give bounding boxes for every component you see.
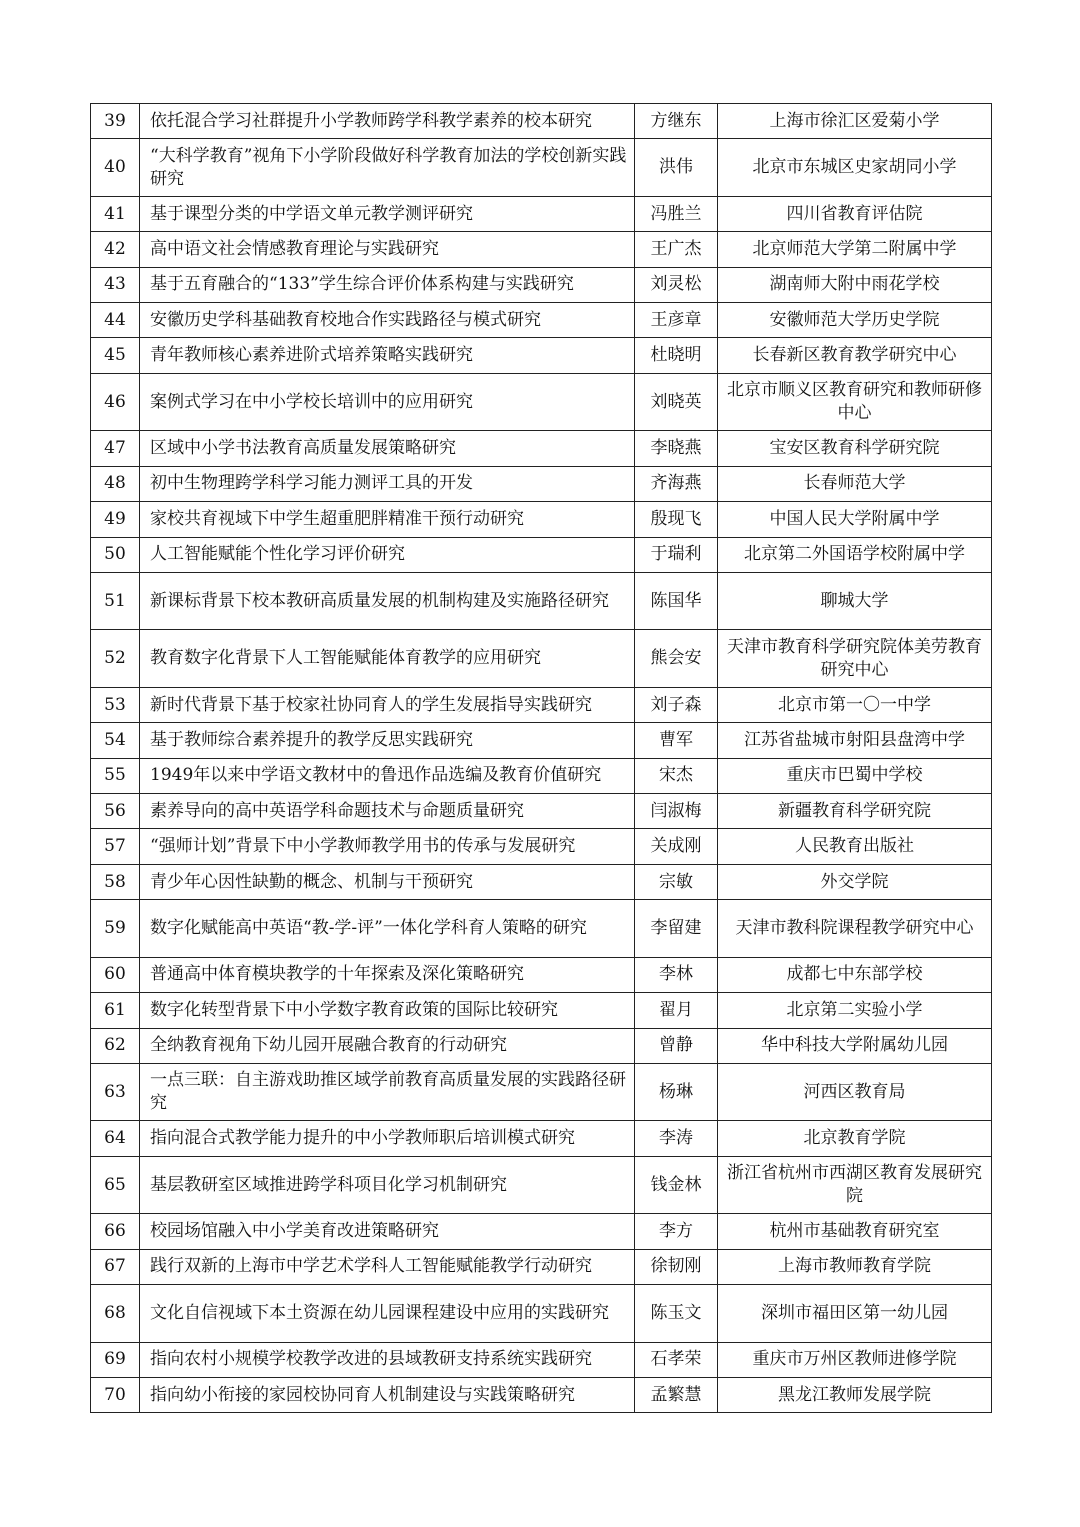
table-row — [91, 957, 992, 992]
project-title: 家校共育视域下中学生超重肥胖精准干预行动研究 — [140, 502, 635, 537]
row-number: 61 — [91, 993, 140, 1028]
table-row — [91, 794, 992, 829]
organization: 中国人民大学附属中学 — [718, 502, 992, 537]
leader-name: 闫淑梅 — [635, 794, 718, 829]
row-number: 65 — [91, 1156, 140, 1214]
project-title: 基于课型分类的中学语文单元教学测评研究 — [140, 196, 635, 231]
leader-name: 刘灵松 — [635, 267, 718, 302]
organization: 湖南师大附中雨花学校 — [718, 267, 992, 302]
leader-name: 齐海燕 — [635, 466, 718, 501]
leader-name: 李晓燕 — [635, 431, 718, 466]
organization: 北京市东城区史家胡同小学 — [718, 139, 992, 197]
leader-name: 李留建 — [635, 900, 718, 958]
table-row — [91, 758, 992, 793]
organization: 河西区教育局 — [718, 1063, 992, 1121]
project-title: 案例式学习在中小学校长培训中的应用研究 — [140, 373, 635, 431]
leader-name: 徐韧刚 — [635, 1249, 718, 1284]
table-row — [91, 572, 992, 630]
project-title: “大科学教育”视角下小学阶段做好科学教育加法的学校创新实践研究 — [140, 139, 635, 197]
row-number: 39 — [91, 104, 140, 139]
row-number: 69 — [91, 1342, 140, 1377]
project-title: 区域中小学书法教育高质量发展策略研究 — [140, 431, 635, 466]
organization: 聊城大学 — [718, 572, 992, 630]
row-number: 45 — [91, 338, 140, 373]
row-number: 42 — [91, 232, 140, 267]
project-title: 一点三联：自主游戏助推区域学前教育高质量发展的实践路径研究 — [140, 1063, 635, 1121]
leader-name: 孟繁慧 — [635, 1377, 718, 1412]
row-number: 50 — [91, 537, 140, 572]
project-title: 新时代背景下基于校家社协同育人的学生发展指导实践研究 — [140, 687, 635, 722]
project-title: 基层教研室区域推进跨学科项目化学习机制研究 — [140, 1156, 635, 1214]
row-number: 51 — [91, 572, 140, 630]
organization: 深圳市福田区第一幼儿园 — [718, 1285, 992, 1343]
organization: 长春师范大学 — [718, 466, 992, 501]
table-row — [91, 1063, 992, 1121]
table-row — [91, 1342, 992, 1377]
leader-name: 李林 — [635, 957, 718, 992]
organization: 长春新区教育教学研究中心 — [718, 338, 992, 373]
project-title: 青少年心因性缺勤的概念、机制与干预研究 — [140, 864, 635, 899]
leader-name: 钱金林 — [635, 1156, 718, 1214]
table-row — [91, 900, 992, 958]
leader-name: 王广杰 — [635, 232, 718, 267]
organization: 四川省教育评估院 — [718, 196, 992, 231]
row-number: 49 — [91, 502, 140, 537]
leader-name: 宋杰 — [635, 758, 718, 793]
organization: 北京市顺义区教育研究和教师研修中心 — [718, 373, 992, 431]
project-title: 安徽历史学科基础教育校地合作实践路径与模式研究 — [140, 303, 635, 338]
project-title: 全纳教育视角下幼儿园开展融合教育的行动研究 — [140, 1028, 635, 1063]
project-title: 高中语文社会情感教育理论与实践研究 — [140, 232, 635, 267]
table-row — [91, 1285, 992, 1343]
row-number: 63 — [91, 1063, 140, 1121]
project-title: 1949年以来中学语文教材中的鲁迅作品选编及教育价值研究 — [140, 758, 635, 793]
table-row — [91, 1156, 992, 1214]
row-number: 44 — [91, 303, 140, 338]
leader-name: 方继东 — [635, 104, 718, 139]
table-row — [91, 196, 992, 231]
leader-name: 李涛 — [635, 1121, 718, 1156]
row-number: 53 — [91, 687, 140, 722]
leader-name: 刘子森 — [635, 687, 718, 722]
row-number: 64 — [91, 1121, 140, 1156]
project-title: “强师计划”背景下中小学教师教学用书的传承与发展研究 — [140, 829, 635, 864]
leader-name: 王彦章 — [635, 303, 718, 338]
table-body — [91, 104, 992, 1413]
table-row — [91, 993, 992, 1028]
table-row — [91, 630, 992, 688]
project-title: 文化自信视域下本土资源在幼儿园课程建设中应用的实践研究 — [140, 1285, 635, 1343]
leader-name: 宗敏 — [635, 864, 718, 899]
table-row — [91, 232, 992, 267]
project-title: 践行双新的上海市中学艺术学科人工智能赋能教学行动研究 — [140, 1249, 635, 1284]
table-row — [91, 1377, 992, 1412]
organization: 外交学院 — [718, 864, 992, 899]
organization: 宝安区教育科学研究院 — [718, 431, 992, 466]
leader-name: 冯胜兰 — [635, 196, 718, 231]
row-number: 47 — [91, 431, 140, 466]
table-row — [91, 303, 992, 338]
project-title: 教育数字化背景下人工智能赋能体育教学的应用研究 — [140, 630, 635, 688]
project-title: 青年教师核心素养进阶式培养策略实践研究 — [140, 338, 635, 373]
row-number: 55 — [91, 758, 140, 793]
project-table — [90, 103, 992, 1413]
leader-name: 陈国华 — [635, 572, 718, 630]
project-title: 基于五育融合的“133”学生综合评价体系构建与实践研究 — [140, 267, 635, 302]
row-number: 41 — [91, 196, 140, 231]
table-row — [91, 723, 992, 758]
table-row — [91, 864, 992, 899]
project-title: 初中生物理跨学科学习能力测评工具的开发 — [140, 466, 635, 501]
table-row — [91, 139, 992, 197]
project-title: 指向幼小衔接的家园校协同育人机制建设与实践策略研究 — [140, 1377, 635, 1412]
row-number: 66 — [91, 1214, 140, 1249]
table-row — [91, 431, 992, 466]
organization: 北京市第一〇一中学 — [718, 687, 992, 722]
table-row — [91, 466, 992, 501]
row-number: 59 — [91, 900, 140, 958]
project-title: 校园场馆融入中小学美育改进策略研究 — [140, 1214, 635, 1249]
organization: 新疆教育科学研究院 — [718, 794, 992, 829]
leader-name: 陈玉文 — [635, 1285, 718, 1343]
row-number: 57 — [91, 829, 140, 864]
leader-name: 刘晓英 — [635, 373, 718, 431]
leader-name: 殷现飞 — [635, 502, 718, 537]
row-number: 46 — [91, 373, 140, 431]
organization: 上海市教师教育学院 — [718, 1249, 992, 1284]
row-number: 62 — [91, 1028, 140, 1063]
table-row — [91, 104, 992, 139]
organization: 江苏省盐城市射阳县盘湾中学 — [718, 723, 992, 758]
project-title: 数字化赋能高中英语“教-学-评”一体化学科育人策略的研究 — [140, 900, 635, 958]
project-title: 普通高中体育模块教学的十年探索及深化策略研究 — [140, 957, 635, 992]
row-number: 52 — [91, 630, 140, 688]
row-number: 58 — [91, 864, 140, 899]
organization: 重庆市万州区教师进修学院 — [718, 1342, 992, 1377]
project-title: 人工智能赋能个性化学习评价研究 — [140, 537, 635, 572]
project-title: 新课标背景下校本教研高质量发展的机制构建及实施路径研究 — [140, 572, 635, 630]
leader-name: 关成刚 — [635, 829, 718, 864]
organization: 北京教育学院 — [718, 1121, 992, 1156]
project-title: 依托混合学习社群提升小学教师跨学科教学素养的校本研究 — [140, 104, 635, 139]
row-number: 54 — [91, 723, 140, 758]
table-row — [91, 373, 992, 431]
table-row — [91, 1214, 992, 1249]
table-row — [91, 1249, 992, 1284]
organization: 北京师范大学第二附属中学 — [718, 232, 992, 267]
project-title: 素养导向的高中英语学科命题技术与命题质量研究 — [140, 794, 635, 829]
leader-name: 李方 — [635, 1214, 718, 1249]
leader-name: 于瑞利 — [635, 537, 718, 572]
organization: 黑龙江教师发展学院 — [718, 1377, 992, 1412]
leader-name: 杜晓明 — [635, 338, 718, 373]
row-number: 70 — [91, 1377, 140, 1412]
project-title: 基于教师综合素养提升的教学反思实践研究 — [140, 723, 635, 758]
project-title: 指向农村小规模学校教学改进的县域教研支持系统实践研究 — [140, 1342, 635, 1377]
table-row — [91, 502, 992, 537]
leader-name: 石孝荣 — [635, 1342, 718, 1377]
row-number: 48 — [91, 466, 140, 501]
table-row — [91, 1121, 992, 1156]
leader-name: 翟月 — [635, 993, 718, 1028]
row-number: 68 — [91, 1285, 140, 1343]
row-number: 40 — [91, 139, 140, 197]
organization: 杭州市基础教育研究室 — [718, 1214, 992, 1249]
row-number: 67 — [91, 1249, 140, 1284]
table-row — [91, 829, 992, 864]
organization: 天津市教科院课程教学研究中心 — [718, 900, 992, 958]
table-row — [91, 338, 992, 373]
project-title: 指向混合式教学能力提升的中小学教师职后培训模式研究 — [140, 1121, 635, 1156]
organization: 华中科技大学附属幼儿园 — [718, 1028, 992, 1063]
leader-name: 曾静 — [635, 1028, 718, 1063]
organization: 安徽师范大学历史学院 — [718, 303, 992, 338]
organization: 成都七中东部学校 — [718, 957, 992, 992]
table-row — [91, 687, 992, 722]
row-number: 56 — [91, 794, 140, 829]
table-row — [91, 537, 992, 572]
organization: 重庆市巴蜀中学校 — [718, 758, 992, 793]
project-title: 数字化转型背景下中小学数字教育政策的国际比较研究 — [140, 993, 635, 1028]
row-number: 43 — [91, 267, 140, 302]
organization: 天津市教育科学研究院体美劳教育研究中心 — [718, 630, 992, 688]
organization: 北京第二实验小学 — [718, 993, 992, 1028]
organization: 上海市徐汇区爱菊小学 — [718, 104, 992, 139]
organization: 浙江省杭州市西湖区教育发展研究院 — [718, 1156, 992, 1214]
row-number: 60 — [91, 957, 140, 992]
organization: 人民教育出版社 — [718, 829, 992, 864]
table-row — [91, 267, 992, 302]
table-row — [91, 1028, 992, 1063]
leader-name: 熊会安 — [635, 630, 718, 688]
leader-name: 杨琳 — [635, 1063, 718, 1121]
leader-name: 曹军 — [635, 723, 718, 758]
leader-name: 洪伟 — [635, 139, 718, 197]
organization: 北京第二外国语学校附属中学 — [718, 537, 992, 572]
